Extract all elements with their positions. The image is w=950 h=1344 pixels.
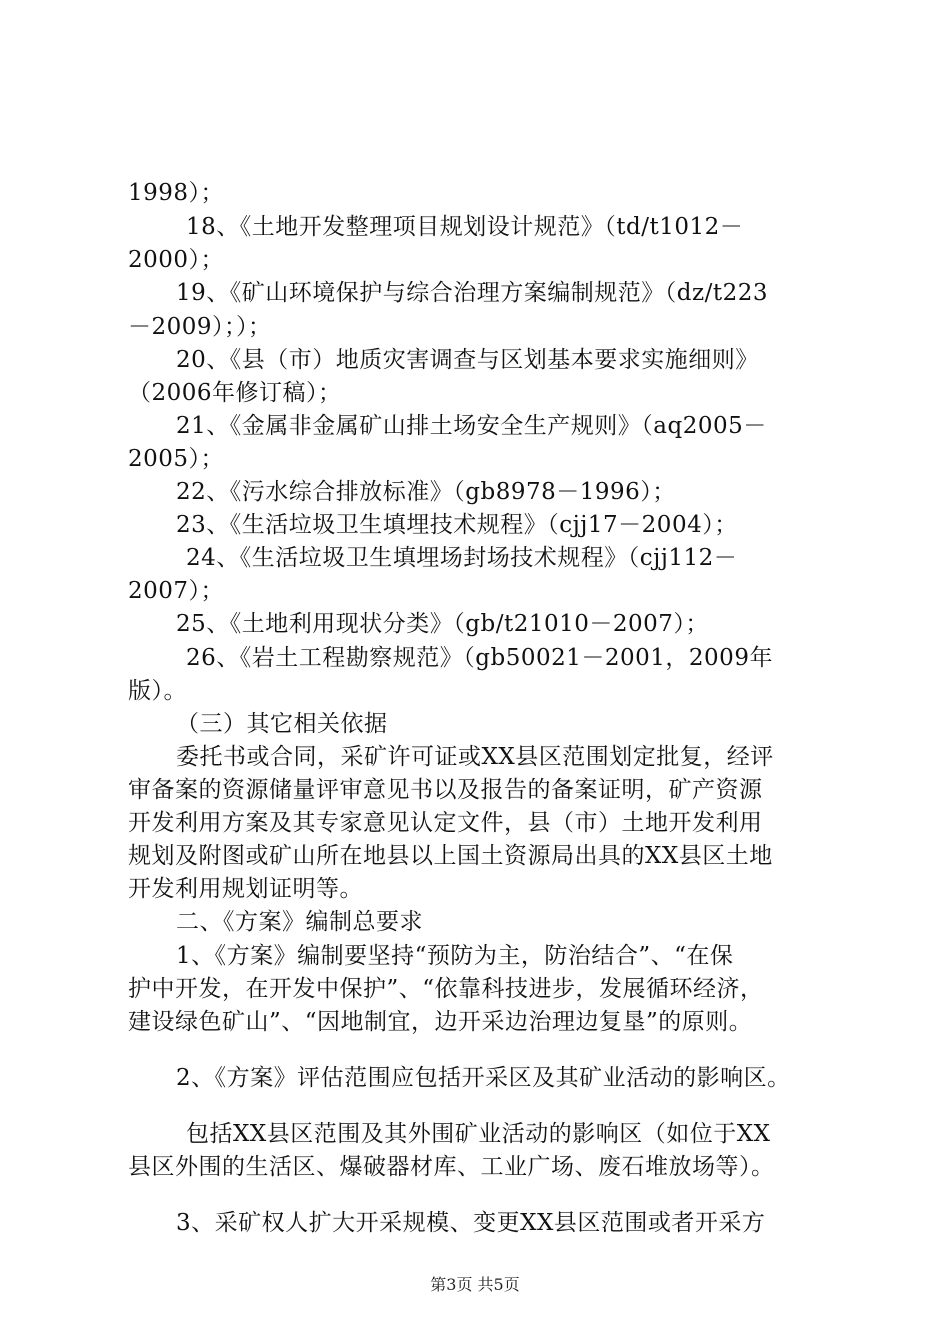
text-line: 24、《生活垃圾卫生填埋场封场技术规程》（cjj112－ [186,545,738,571]
text-line: 26、《岩土工程勘察规范》（gb50021－2001，2009年 [186,645,773,671]
text-line: 开发利用规划证明等。 [128,876,363,902]
text-line: 2000）； [128,247,225,273]
text-line: 版）。 [128,678,187,704]
text-line: 20、《县（市）地质灾害调查与区划基本要求实施细则》 [176,347,759,373]
text-line: 开发利用方案及其专家意见认定文件，县（市）土地开发利用 [128,810,763,836]
text-line: 2007）； [128,578,225,604]
text-line: 22、《污水综合排放标准》（gb8978－1996）； [176,479,676,505]
text-line: 1、《方案》编制要坚持“预防为主，防治结合”、“在保 [176,943,734,969]
text-line: 23、《生活垃圾卫生填埋技术规程》（cjj17－2004）； [176,512,738,538]
text-line: 21、《金属非金属矿山排土场安全生产规则》（aq2005－ [176,413,767,439]
text-line: 2005）； [128,446,225,472]
text-line: 审备案的资源储量评审意见书以及报告的备案证明，矿产资源 [128,777,763,803]
section-heading: 二、《方案》编制总要求 [176,909,423,935]
section-heading: （三）其它相关依据 [176,711,388,737]
text-line: 19、《矿山环境保护与综合治理方案编制规范》（dz/t223 [176,280,768,306]
text-line: 2、《方案》评估范围应包括开采区及其矿业活动的影响区。 [176,1065,791,1091]
text-line: 1998）； [128,180,225,206]
text-line: 3、采矿权人扩大开采规模、变更XX县区范围或者开采方 [176,1210,766,1236]
text-line: 县区外围的生活区、爆破器材库、工业广场、废石堆放场等）。 [128,1154,775,1180]
text-line: －2009）；）； [128,314,272,340]
text-line: 18、《土地开发整理项目规划设计规范》（td/t1012－ [186,214,744,240]
text-line: 建设绿色矿山”、“因地制宜，边开采边治理边复垦”的原则。 [128,1009,753,1035]
text-line: 规划及附图或矿山所在地县以上国土资源局出具的XX县区土地 [128,843,773,869]
text-line: 包括XX县区范围及其外围矿业活动的影响区（如位于XX [186,1121,771,1147]
text-line: （2006年修订稿）； [128,380,342,406]
page-footer: 第3页 共5页 [430,1275,520,1294]
text-line: 护中开发，在开发中保护”、“依靠科技进步，发展循环经济， [128,976,764,1002]
text-line: 25、《土地利用现状分类》（gb/t21010－2007）； [176,611,709,637]
text-line: 委托书或合同，采矿许可证或XX县区范围划定批复，经评 [176,744,774,770]
